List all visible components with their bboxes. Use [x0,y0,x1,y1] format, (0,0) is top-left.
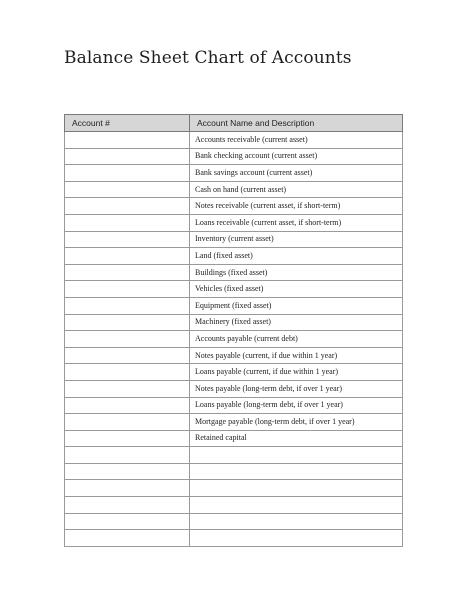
account-number-cell[interactable] [65,331,190,348]
table-row [65,364,403,381]
account-name-cell[interactable]: Vehicles (fixed asset) [190,281,403,298]
table-row [65,380,403,397]
account-number-header: Account # [65,115,190,132]
table-row [65,463,403,480]
account-number-cell[interactable] [65,430,190,447]
table-row [65,297,403,314]
account-name-cell[interactable] [190,497,403,514]
table-row [65,331,403,348]
page-title: Balance Sheet Chart of Accounts [64,48,352,68]
account-number-cell[interactable] [65,281,190,298]
account-number-cell[interactable] [65,347,190,364]
account-number-cell[interactable] [65,463,190,480]
accounts-table [64,114,403,547]
table-row [65,165,403,182]
table-row [65,181,403,198]
table-row [65,132,403,149]
account-number-cell[interactable] [65,198,190,215]
table-row [65,414,403,431]
table-row [65,231,403,248]
account-name-cell[interactable]: Cash on hand (current asset) [190,181,403,198]
account-name-cell[interactable]: Loans payable (current, if due within 1 year) [190,364,403,381]
table-row [65,397,403,414]
account-number-cell[interactable] [65,314,190,331]
account-number-cell[interactable] [65,148,190,165]
table-row [65,148,403,165]
account-number-cell[interactable] [65,414,190,431]
account-name-cell[interactable]: Mortgage payable (long-term debt, if over 1 year) [190,414,403,431]
table-row [65,430,403,447]
account-name-cell[interactable]: Accounts receivable (current asset) [190,132,403,149]
account-name-cell[interactable]: Land (fixed asset) [190,248,403,265]
account-name-cell[interactable] [190,530,403,547]
account-name-cell[interactable]: Notes payable (current, if due within 1 year) [190,347,403,364]
account-name-cell[interactable]: Machinery (fixed asset) [190,314,403,331]
account-name-cell[interactable]: Inventory (current asset) [190,231,403,248]
account-number-cell[interactable] [65,248,190,265]
table-row [65,513,403,530]
account-name-cell[interactable]: Accounts payable (current debt) [190,331,403,348]
account-name-cell[interactable]: Notes receivable (current asset, if short-term) [190,198,403,215]
account-name-header: Account Name and Description [190,115,403,132]
table-row [65,198,403,215]
table-row [65,248,403,265]
account-number-cell[interactable] [65,497,190,514]
account-name-cell[interactable]: Loans payable (long-term debt, if over 1 year) [190,397,403,414]
account-name-cell[interactable]: Retained capital [190,430,403,447]
account-number-cell[interactable] [65,165,190,182]
account-number-cell[interactable] [65,447,190,464]
table-header-row [65,115,403,132]
account-number-cell[interactable] [65,181,190,198]
account-number-cell[interactable] [65,397,190,414]
account-name-cell[interactable]: Bank savings account (current asset) [190,165,403,182]
account-name-cell[interactable]: Equipment (fixed asset) [190,297,403,314]
table-row [65,264,403,281]
account-number-cell[interactable] [65,530,190,547]
table-row [65,447,403,464]
table-row [65,497,403,514]
account-name-cell[interactable] [190,447,403,464]
account-number-cell[interactable] [65,364,190,381]
table-row [65,480,403,497]
account-number-cell[interactable] [65,380,190,397]
table-row [65,530,403,547]
account-name-cell[interactable]: Bank checking account (current asset) [190,148,403,165]
account-number-cell[interactable] [65,297,190,314]
account-name-cell[interactable] [190,480,403,497]
table-row [65,281,403,298]
account-name-cell[interactable] [190,513,403,530]
account-name-cell[interactable]: Loans receivable (current asset, if short-term) [190,214,403,231]
table-body [65,132,403,547]
table-row [65,314,403,331]
account-name-cell[interactable] [190,463,403,480]
account-name-cell[interactable]: Notes payable (long-term debt, if over 1 year) [190,380,403,397]
account-number-cell[interactable] [65,214,190,231]
account-number-cell[interactable] [65,264,190,281]
account-number-cell[interactable] [65,132,190,149]
account-name-cell[interactable]: Buildings (fixed asset) [190,264,403,281]
account-number-cell[interactable] [65,231,190,248]
table-row [65,214,403,231]
table-row [65,347,403,364]
account-number-cell[interactable] [65,480,190,497]
account-number-cell[interactable] [65,513,190,530]
